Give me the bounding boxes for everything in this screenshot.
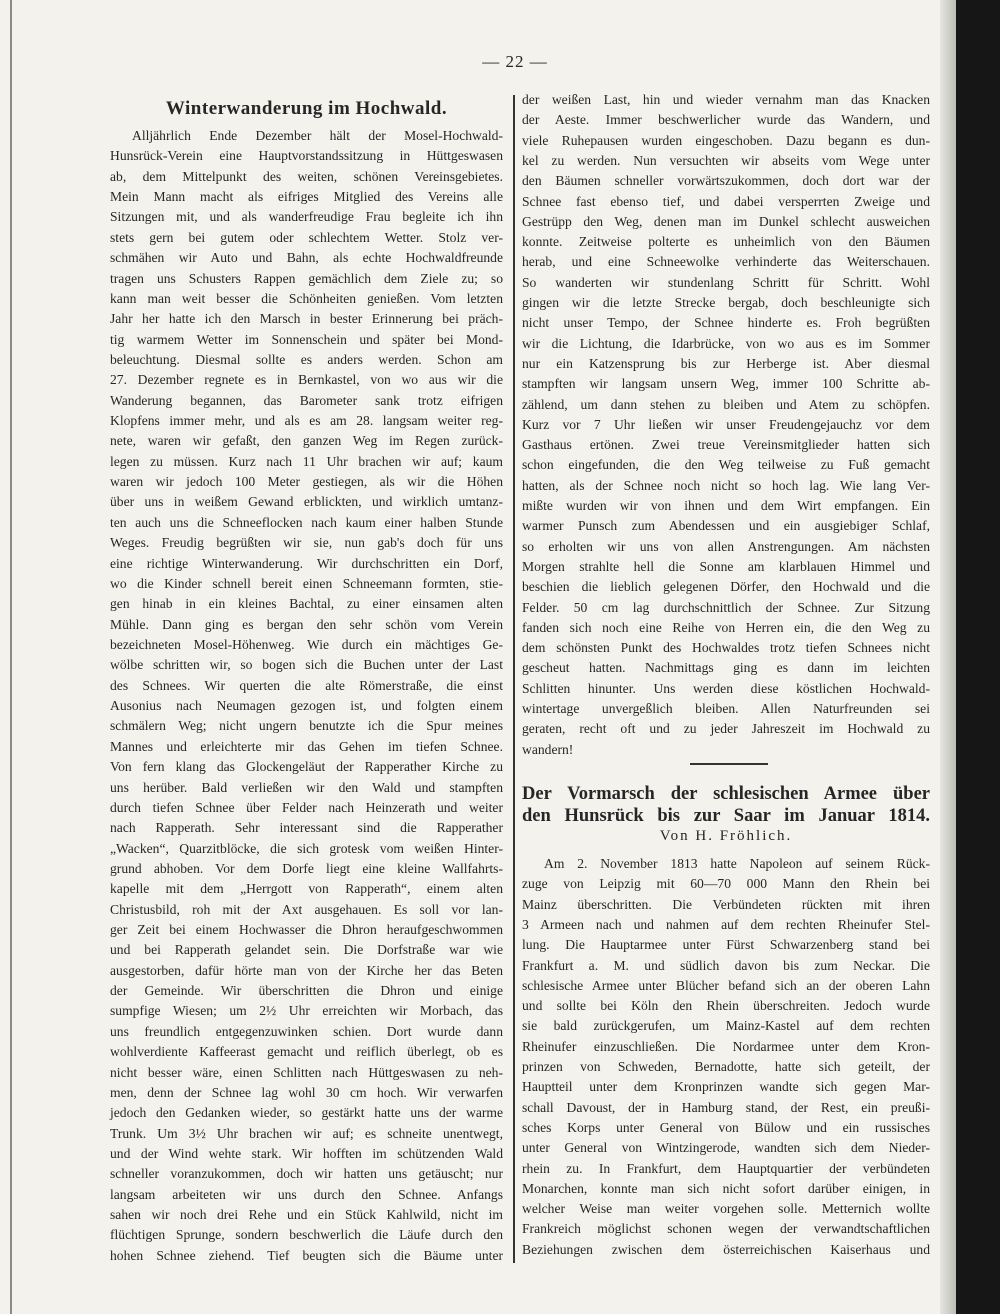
text-line: legen zu müssen. Kurz nach 11 Uhr brachen wir auf; kaum (110, 453, 503, 469)
text-line: herab, und eine Schneewolke verhinderte das Weiterschauen. (522, 254, 930, 270)
text-line: Klopfens immer mehr, und als es am 28. langsam weiter reg- (110, 413, 503, 429)
text-line: „Wacken“, Quarzitblöcke, die sich grotesk vom weißen Hinter- (110, 840, 503, 856)
text-line: tragen uns Schusters Rappen gemächlich dem Ziele zu; so (110, 270, 503, 286)
text-line: zählend, um dann stehen zu bleiben und Atem zu schöpfen. (522, 396, 930, 412)
text-line: schmähen wir Auto und Bahn, als echte Hochwaldfreunde (110, 250, 503, 266)
article-separator (690, 763, 768, 765)
text-line: und der Wind wehte stark. Wir hofften im schützenden Wald (110, 1146, 503, 1161)
text-line: Am 2. November 1813 hatte Napoleon auf seinem Rück- (544, 856, 930, 871)
text-line: nicht unser Tempo, der Schnee hinderte es. Froh begrüßten (522, 315, 930, 331)
text-line: fanden sich noch eine Reihe von Herren ein, die den Weg zu (522, 619, 930, 635)
text-line: sie bald zurückgerufen, um Mainz-Kastel auf dem rechten (522, 1018, 930, 1034)
text-line: kapelle mit dem „Herrgott von Rapperath“, einem alten (110, 881, 503, 897)
text-line: schmälern Weg; nicht ungern benutzte ich die Spur meines (110, 718, 503, 734)
text-line: gescheut hatten. Nachmittags ging es dann im leichten (522, 660, 930, 676)
text-line: bezeichneten Mosel-Höhenweg. Wie durch ein mächtiges Ge- (110, 637, 503, 652)
text-line: zuge von Leipzig mit 60—70 000 Mann den Rhein bei (522, 876, 930, 892)
text-line: beleuchtung. Diesmal sollte es anders werden. Schon am (110, 351, 503, 367)
text-line: Morgen strahlte hell die Sonne am klarblauen Himmel und (522, 558, 930, 574)
text-line: ausgestorben, dafür hörte man von der Kirche her das Beten (110, 962, 503, 978)
text-line: 3 Armeen nach und nahmen auf dem rechten Rheinufer Stel- (522, 916, 930, 932)
text-line: Trunk. Um 3½ Uhr brachen wir auf; es schneite unentwegt, (110, 1125, 503, 1141)
text-line: Hunsrück-Verein eine Hauptvorstandssitzung in Hüttgeswasen (110, 148, 503, 164)
text-line: langsam arbeiteten wir uns durch den Schnee. Anfangs (110, 1186, 503, 1202)
text-line: unter General von Wintzingerode, wandten sich dem Nieder- (522, 1140, 930, 1156)
text-line: eine richtige Winterwanderung. Wir durchschritten ein Dorf, (110, 555, 503, 571)
text-line: sahen wir noch drei Rehe und ein Stück Kahlwild, nicht im (110, 1207, 503, 1223)
text-line: gen hinab in ein kleines Bachtal, zu einer einsamen alten (110, 596, 503, 612)
text-line: welcher Weise man weiter vorgehen solle. Metternich wollte (522, 1201, 930, 1217)
text-line: prinzen von Schweden, Bernadotte, hatte sich geteilt, der (522, 1059, 930, 1074)
text-line: Ausonius nach Neumagen gezogen ist, und folgten einem (110, 698, 503, 714)
text-line: Schnee fast ebenso tief, und dabei versperrten Zweige und (522, 193, 930, 209)
text-line: wir die Lichtung, die Idarbrücke, von wo aus es im Sommer (522, 335, 930, 351)
text-line: so erholten wir uns von allen Anstrengungen. Am nächsten (522, 538, 930, 554)
text-line: nach Rapperath. Sehr interessant sind die Rapperather (110, 820, 503, 836)
text-line: Kurz vor 7 Uhr ließen wir unser Freudengejauchz vor dem (522, 416, 930, 432)
text-line: nicht besser wäre, einen Schlitten nach Hüttgeswasen zu neh- (110, 1064, 503, 1080)
text-line: uns herüber. Bald verließen wir den Wald und stampften (110, 779, 503, 795)
text-line: Felder. 50 cm lag durchschnittlich der Schnee. Zur Sitzung (522, 599, 930, 615)
text-line: So wanderten wir stundenlang Schritt für Schritt. Wohl (522, 274, 930, 290)
text-line: tig warmem Wetter im Sonnenschein und später bei Mond- (110, 331, 503, 347)
article-title-vormarsch-line-2: den Hunsrück bis zur Saar im Januar 1814. (522, 806, 930, 826)
text-line: durch tiefen Schnee über Felder nach Heinzerath und weiter (110, 799, 503, 815)
text-line: beschien die lieblich gelegenen Dörfer, den Hochwald und die (522, 579, 930, 595)
page-edge-line (10, 0, 12, 1314)
text-line: wandern! (522, 741, 574, 757)
text-line: lung. Die Hauptarmee unter Fürst Schwarzenberg stand bei (522, 937, 930, 953)
text-line: nur ein Katzensprung bis zur Herberge ist. Aber diesmal (522, 355, 930, 371)
text-line: hatten, als der Schnee noch nicht so hoch lag. Wie lang Ver- (522, 477, 930, 493)
text-line: Rheinufer einzuschließen. Die Nordarmee unter dem Kron- (522, 1038, 930, 1054)
text-line: konnte. Zeitweise polterte es unheimlich von den Bäumen (522, 234, 930, 250)
text-line: jedoch den Gedanken wieder, so gestärkt hatte uns der warme (110, 1105, 503, 1121)
text-line: über uns in weißem Gewand erblickten, und wirklich umtanz- (110, 494, 503, 510)
text-line: stets gern bei gutem oder schlechtem Wetter. Stolz ver- (110, 229, 503, 245)
text-line: wintertage unvergeßlich bleiben. Allen Naturfreunden sei (522, 701, 930, 716)
text-line: Monarchen, konnte man sich nicht sofort darüber einigen, in (522, 1180, 930, 1196)
text-line: ger Zeit bei einem Hochwasser die Dhron heraufgeschwommen (110, 922, 503, 938)
text-line: gingen wir die letzte Strecke bergab, doch beschleunigte sich (522, 295, 930, 310)
text-line: ten auch uns die Schneeflocken nach kaum einer halben Stunde (110, 514, 503, 530)
text-line: und sollte bei Köln den Rhein überschreiten. Jedoch wurde (522, 998, 930, 1014)
text-line: und bei Rapperath gelandet sein. Die Dorfstraße war wie (110, 942, 503, 958)
text-line: flüchtigen Sprunge, sondern beschwerlich die Läufe durch den (110, 1227, 503, 1243)
text-line: des Schnees. Wir querten die alte Römerstraße, die einst (110, 677, 503, 693)
text-line: kel zu werden. Nun versuchten wir abseits vom Wege unter (522, 152, 930, 168)
text-line: sches Korps unter General von Bülow und ein russisches (522, 1119, 930, 1135)
text-line: Wanderung begannen, das Barometer sank trotz eifrigen (110, 392, 503, 408)
text-line: kann man weit besser die Schönheiten genießen. Vom letzten (110, 290, 503, 306)
text-line: grund abhoben. Vor dem Dorfe liegt eine kleine Wallfahrts- (110, 860, 503, 876)
adjacent-page-edge (956, 0, 1000, 1314)
text-line: Frankreich möglichst schonen wegen der verwandtschaftlichen (522, 1221, 930, 1237)
text-line: schneller voranzukommen, doch wir hatten uns getäuscht; nur (110, 1166, 503, 1182)
text-line: ab, dem Mittelpunkt des weiten, schönen Vereinsgebietes. (110, 168, 503, 184)
text-line: warmer Punsch zum Abendessen und ein ausgiebiger Schlaf, (522, 518, 930, 534)
text-line: Weges. Freudig begrüßten wir sie, nun gab's doch für uns (110, 535, 503, 551)
text-line: sumpfige Wiesen; um 2½ Uhr erreichten wir Morbach, das (110, 1003, 503, 1019)
text-line: waren wir jedoch 100 Meter gestiegen, als wir die Höhen (110, 474, 503, 490)
text-line: Alljährlich Ende Dezember hält der Mosel-Hochwald- (132, 128, 503, 143)
text-line: Frankfurt a. M. und südlich davon bis zum Neckar. Die (522, 957, 930, 973)
text-line: schon eingefunden, die den Weg teilweise zu Fuß gemacht (522, 457, 930, 473)
text-line: dem schönsten Punkt des Hochwaldes trotz tiefen Schnees nicht (522, 640, 930, 656)
text-line: Mein Mann macht als eifriges Mitglied des Vereins alle (110, 189, 503, 205)
text-line: Jahr her hatte ich den Marsch in bester Erinnerung bei präch- (110, 311, 503, 327)
text-line: Hauptteil unter dem Kronprinzen wandte sich gegen Mar- (522, 1079, 930, 1095)
text-line: wölbe schritten wir, so bogen sich die Buchen unter der Last (110, 657, 503, 673)
text-line: den Bäumen schneller vorwärtszukommen, doch dort war der (522, 173, 930, 189)
text-line: hohen Schnee ziehend. Tief beugten sich die Bäume unter (110, 1247, 503, 1263)
article-byline: Von H. Fröhlich. (659, 828, 793, 844)
article-title-winterwanderung: Winterwanderung im Hochwald. (165, 98, 448, 119)
text-line: uns freundlich entgegenzuwinken schien. Dort wurde dann (110, 1023, 503, 1039)
text-line: 27. Dezember regnete es in Bernkastel, von wo aus wir die (110, 372, 503, 388)
text-line: Christusbild, roh mit der Axt ausgehauen. Es soll vor lan- (110, 901, 503, 917)
text-line: Gasthaus ertönen. Zwei treue Vereinsmitglieder hatten sich (522, 437, 930, 453)
text-line: geraten, recht oft und zu jeder Jahreszeit im Hochwald zu (522, 721, 930, 737)
text-line: viele Ruhepausen wurden eingeschoben. Dazu begann es dun- (522, 132, 930, 148)
text-line: Gestrüpp den Weg, denen man im Dunkel schlecht ausweichen (522, 213, 930, 229)
text-line: men, denn der Schnee lag wohl 30 cm hoch. Wir verwarfen (110, 1084, 503, 1100)
text-line: Schlitten hinunter. Uns werden diese köstlichen Hochwald- (522, 680, 930, 696)
text-line: rhein zu. In Frankfurt, dem Hauptquartier der verbündeten (522, 1160, 930, 1176)
text-line: nete, waren wir gefaßt, den ganzen Weg im Regen zurück- (110, 433, 503, 449)
text-line: Mühle. Dann ging es bergan den sehr schön vom Verein (110, 616, 503, 632)
text-line: Von fern klang das Glockengeläut der Rapperather Kirche zu (110, 759, 503, 775)
text-line: Sitzungen mit, und als wanderfreudige Frau begleite ich ihn (110, 209, 503, 225)
page-number: — 22 — (482, 52, 548, 71)
text-line: der weißen Last, hin und wieder vernahm man das Knacken (522, 92, 930, 107)
text-line: mißte wurden wir von ihnen und dem Wirt empfangen. Ein (522, 498, 930, 513)
text-line: schall Davoust, der in Hamburg stand, der Rest, ein preußi- (522, 1099, 930, 1115)
article-title-vormarsch-line-1: Der Vormarsch der schlesischen Armee über (522, 784, 930, 804)
text-line: der Aeste. Immer beschwerlicher wurde das Wandern, und (522, 112, 930, 128)
text-line: Mannes und erleichterte mir das Gehen im tiefen Schnee. (110, 738, 503, 754)
text-line: der Gemeinde. Wir überschritten die Dhron und einige (110, 983, 503, 999)
text-line: schlesische Armee unter Blücher befand sich an der oberen Lahn (522, 977, 930, 993)
text-line: Mainz überschritten. Die Verbündeten rückten mit ihren (522, 896, 930, 912)
text-line: wohlverdiente Kaffeerast gemacht und reiflich überlegt, ob es (110, 1044, 503, 1060)
text-line: wo die Kinder schnell bereit einen Schneemann formten, stie- (110, 575, 503, 591)
column-divider (513, 95, 515, 1263)
text-line: stampften wir langsam unsern Weg, immer 100 Schritte ab- (522, 376, 930, 392)
text-line: Beziehungen zwischen dem österreichischen Kaiserhaus und (522, 1241, 930, 1257)
